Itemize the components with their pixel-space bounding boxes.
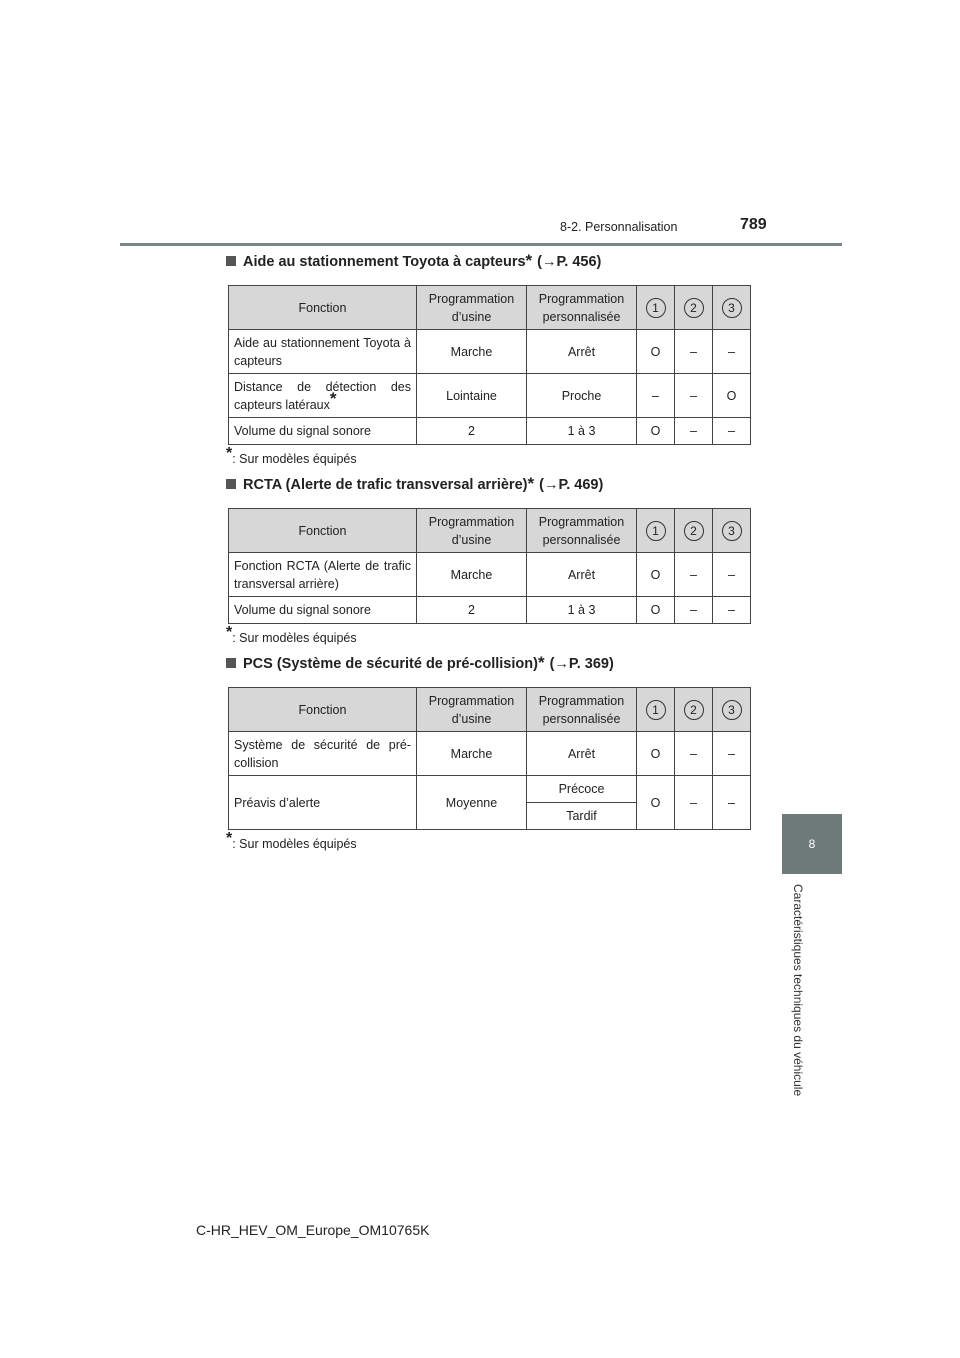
col-custom: Programmation personnalisée [527,688,637,732]
circled-3-icon: 3 [722,521,742,541]
header-section-title: 8-2. Personnalisation [560,220,678,234]
table-row: Tardif [229,803,751,830]
section-title-parking-aid: Aide au stationnement Toyota à capteurs * (→P. 456) [226,254,601,270]
table-row: Volume du signal sonore 2 1 à 3 O – – [229,418,751,445]
circled-1-icon: 1 [646,700,666,720]
square-bullet-icon [226,256,236,266]
circled-3-icon: 3 [722,298,742,318]
col-method-2 [675,688,713,732]
circled-2-icon: 2 [684,298,704,318]
settings-table-parking-aid [228,285,751,445]
footnote: *: Sur modèles équipés [226,623,357,645]
col-factory: Programmation d’usine [417,509,527,553]
page-reference[interactable]: (→P. 456) [537,254,602,270]
col-factory: Programmation d’usine [417,688,527,732]
col-method-3 [713,509,751,553]
col-method-1 [637,286,675,330]
table-header-row [229,688,751,732]
col-custom: Programmation personnalisée [527,286,637,330]
settings-table-pcs [228,687,751,830]
chapter-tab [782,814,842,874]
table-row: Volume du signal sonore 2 1 à 3 O – – [229,597,751,624]
table-row: Distance de détection des capteurs latéraux* Lointaine Proche – – O [229,374,751,418]
col-factory: Programmation d’usine [417,286,527,330]
settings-table-rcta [228,508,751,624]
col-method-1 [637,688,675,732]
col-fonction: Fonction [229,688,417,732]
col-fonction: Fonction [229,509,417,553]
circled-1-icon: 1 [646,521,666,541]
circled-1-icon: 1 [646,298,666,318]
square-bullet-icon [226,658,236,668]
document-code: C-HR_HEV_OM_Europe_OM10765K [196,1222,430,1238]
header-divider [120,243,842,246]
table-row: Système de sécurité de pré-collision Marche Arrêt O – – [229,732,751,776]
col-method-2 [675,509,713,553]
table-header-row [229,509,751,553]
page-reference[interactable]: (→P. 369) [549,656,614,672]
col-method-3 [713,286,751,330]
footnote: *: Sur modèles équipés [226,829,357,851]
square-bullet-icon [226,479,236,489]
table-row: Aide au stationnement Toyota à capteurs Marche Arrêt O – – [229,330,751,374]
col-fonction: Fonction [229,286,417,330]
table-header-row [229,286,751,330]
col-method-1 [637,509,675,553]
col-method-2 [675,286,713,330]
page-number: 789 [740,216,767,233]
table-row: Fonction RCTA (Alerte de trafic transversal arrière) Marche Arrêt O – – [229,553,751,597]
section-title-rcta: RCTA (Alerte de trafic transversal arrière) * (→P. 469) [226,477,603,493]
footnote: *: Sur modèles équipés [226,444,357,466]
chapter-number: 8 [808,837,816,851]
table-row: Préavis d’alerte Moyenne Précoce O – – [229,776,751,803]
circled-2-icon: 2 [684,521,704,541]
chapter-title: Caractéristiques techniques du véhicule [791,884,805,1097]
section-title-pcs: PCS (Système de sécurité de pré-collision) * (→P. 369) [226,656,614,672]
circled-3-icon: 3 [722,700,742,720]
circled-2-icon: 2 [684,700,704,720]
page-reference[interactable]: (→P. 469) [539,477,604,493]
col-method-3 [713,688,751,732]
col-custom: Programmation personnalisée [527,509,637,553]
